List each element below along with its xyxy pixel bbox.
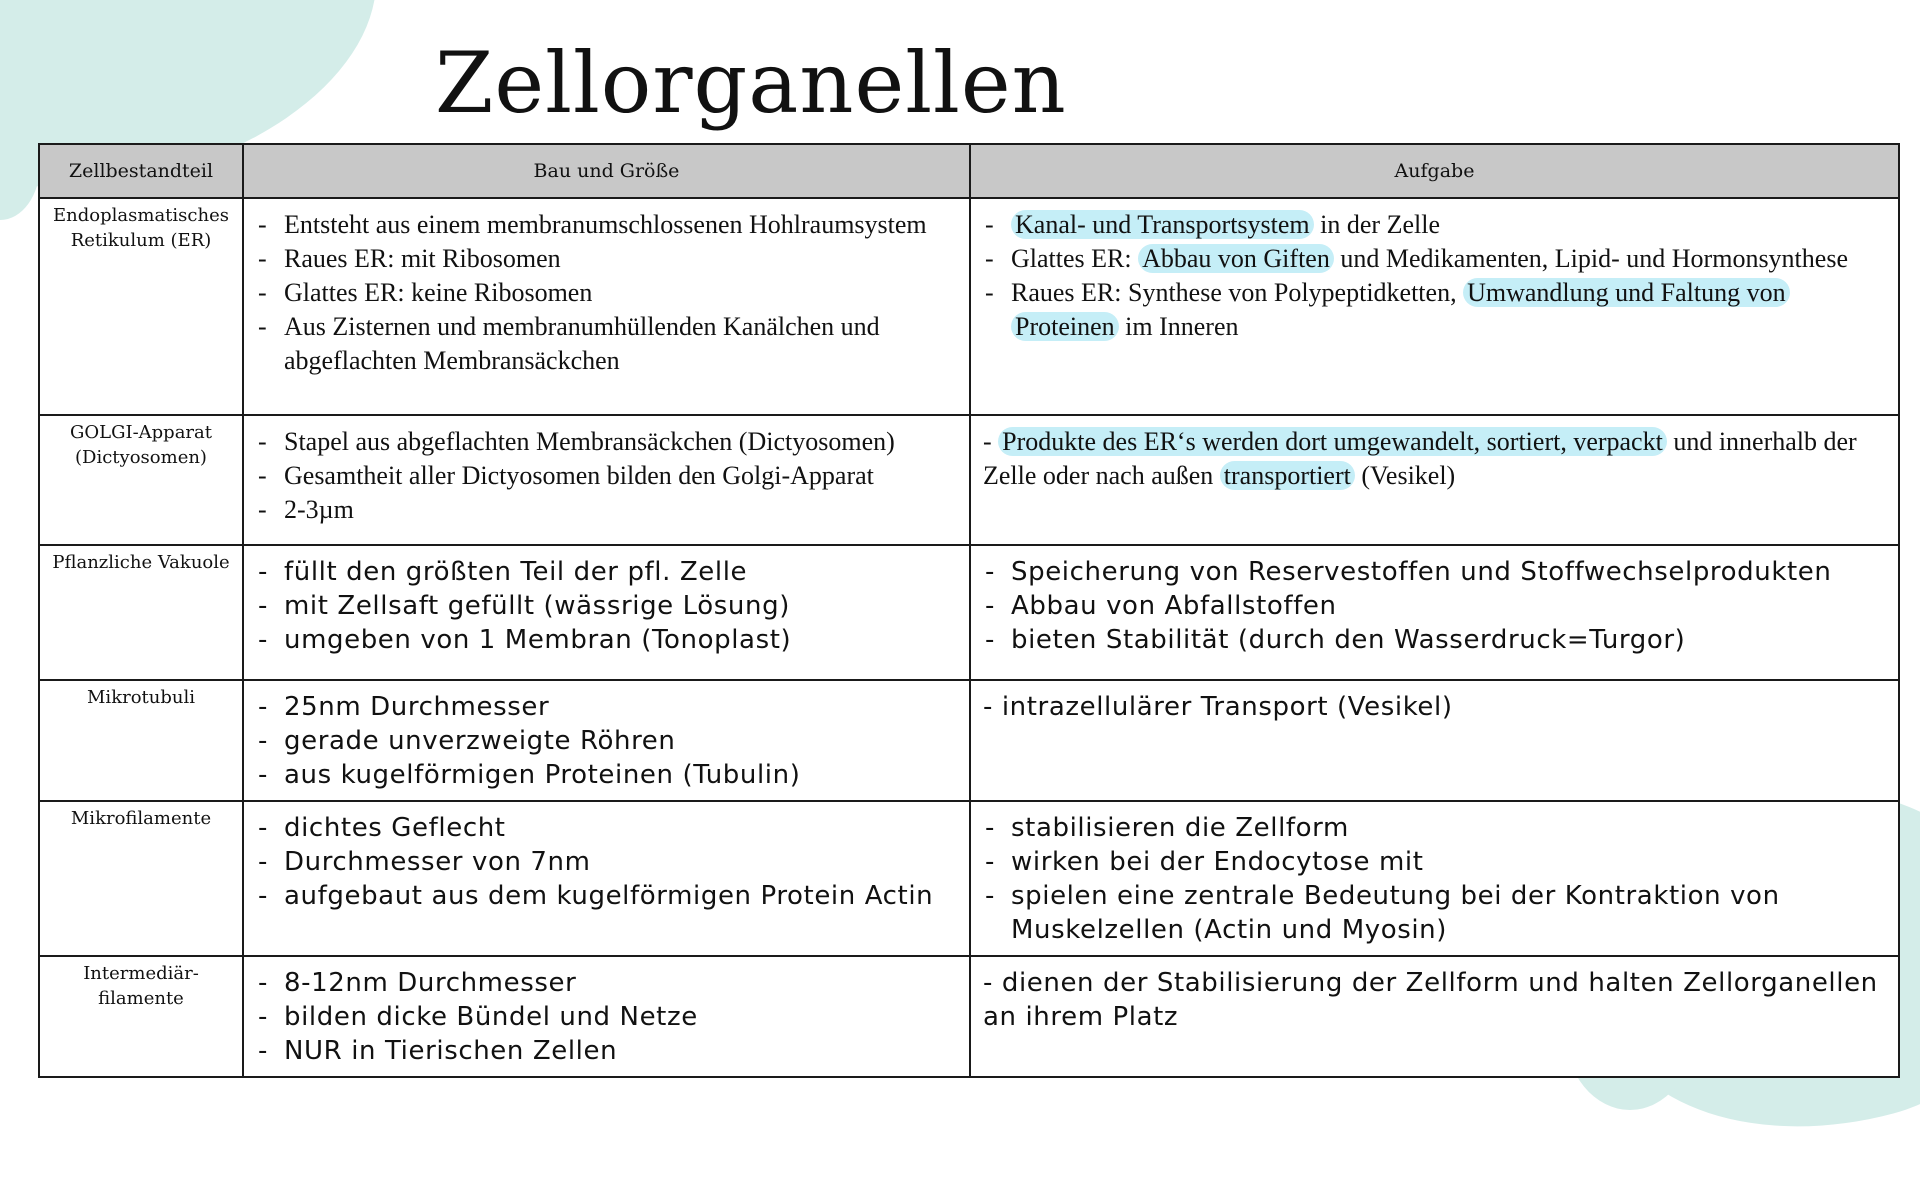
text-span: Raues ER: Synthese von Polypeptidketten, [1011,278,1464,307]
list-item: - gerade unverzweigte Röhren [256,724,957,758]
list-item [983,208,1886,242]
list-item: - wirken bei der Endocytose mit [983,845,1886,879]
list-item: - Aus Zisternen und membranumhüllenden Kanälchen und abgeflachten Membransäckchen [256,310,957,378]
list-item: - Gesamtheit aller Dictyosomen bilden den Golgi-Apparat [256,459,957,493]
organelle-name: Pflanzliche Vakuole [39,545,243,680]
list-item: - Durchmesser von 7nm [256,845,957,879]
organelle-name: Endoplasmatisches Retikulum (ER) [39,198,243,415]
text-span: im Inneren [1118,312,1239,341]
bau-cell [243,956,970,1077]
organelle-name: Mikrofilamente [39,801,243,956]
header-bau-und-groesse: Bau und Größe [243,144,970,198]
bau-list [256,425,957,527]
page-title: Zellorganellen [435,34,1067,132]
highlight: Kanal- und Transportsystem [1011,210,1314,239]
aufgabe-cell [970,680,1899,801]
text-span: in der Zelle [1313,210,1441,239]
table-row [39,801,1899,956]
bau-list [256,690,957,792]
aufgabe-list [983,208,1886,344]
list-item: - Entsteht aus einem membranumschlossenen Hohlraumsystem [256,208,957,242]
text-span: und innerhalb der Zelle oder nach außen [983,427,1857,490]
list-item: - NUR in Tierischen Zellen [256,1034,957,1068]
list-item: - 8-12nm Durchmesser [256,966,957,1000]
organelle-name: Mikrotubuli [39,680,243,801]
highlight: Produkte des ER‘s werden dort umgewandelt, sortiert, verpackt [998,427,1667,456]
list-item: - spielen eine zentrale Bedeutung bei der Kontraktion von Muskelzellen (Actin und Myosin) [983,879,1886,947]
bau-cell [243,545,970,680]
list-item: - füllt den größten Teil der pfl. Zelle [256,555,957,589]
aufgabe-list [983,811,1886,947]
bau-list [256,966,957,1068]
text-span: Glattes ER: [1011,244,1139,273]
list-item: - stabilisieren die Zellform [983,811,1886,845]
list-item: - mit Zellsaft gefüllt (wässrige Lösung) [256,589,957,623]
list-item: - 25nm Durchmesser [256,690,957,724]
list-item [983,276,1886,344]
bau-list [256,208,957,378]
aufgabe-list [983,555,1886,657]
list-item: - Raues ER: mit Ribosomen [256,242,957,276]
table-row [39,956,1899,1077]
header-aufgabe: Aufgabe [970,144,1899,198]
table-row [39,415,1899,545]
list-item [983,242,1886,276]
aufgabe-cell [970,198,1899,415]
aufgabe-text [983,425,1886,493]
bau-cell [243,198,970,415]
table-header-row [39,144,1899,198]
bau-cell [243,801,970,956]
list-item: - bieten Stabilität (durch den Wasserdruck=Turgor) [983,623,1886,657]
list-item: - 2-3µm [256,493,957,527]
list-item: - aus kugelförmigen Proteinen (Tubulin) [256,758,957,792]
table-row [39,198,1899,415]
aufgabe-cell [970,956,1899,1077]
highlight: transportiert [1220,461,1355,490]
bau-cell [243,415,970,545]
aufgabe-text: - dienen der Stabilisierung der Zellform und halten Zellorganellen an ihrem Platz [983,968,1878,1032]
text-span: (Vesikel) [1354,461,1456,490]
aufgabe-cell [970,415,1899,545]
list-item: - bilden dicke Bündel und Netze [256,1000,957,1034]
bau-cell [243,680,970,801]
text-span: - [983,427,999,456]
list-item: - Glattes ER: keine Ribosomen [256,276,957,310]
organelle-name: Intermediär-filamente [39,956,243,1077]
header-zellbestandteil: Zellbestandteil [39,144,243,198]
aufgabe-cell [970,545,1899,680]
aufgabe-text: - intrazellulärer Transport (Vesikel) [983,692,1453,722]
text-span: und Medikamenten, Lipid- und Hormonsynthese [1333,244,1848,273]
table-row [39,545,1899,680]
list-item: - dichtes Geflecht [256,811,957,845]
organelle-name: GOLGI-Apparat (Dictyosomen) [39,415,243,545]
list-item: - Stapel aus abgeflachten Membransäckchen (Dictyosomen) [256,425,957,459]
list-item: - umgeben von 1 Membran (Tonoplast) [256,623,957,657]
list-item: - aufgebaut aus dem kugelförmigen Protein Actin [256,879,957,913]
table-row [39,680,1899,801]
highlight: Umwandlung und Faltung von [1463,278,1790,307]
bau-list [256,811,957,913]
highlight: Proteinen [1011,312,1119,341]
organelle-table [38,143,1900,1078]
list-item: - Abbau von Abfallstoffen [983,589,1886,623]
decor-blob [215,85,270,140]
bau-list [256,555,957,657]
highlight: Abbau von Giften [1138,244,1334,273]
list-item: - Speicherung von Reservestoffen und Stoffwechselprodukten [983,555,1886,589]
aufgabe-cell [970,801,1899,956]
